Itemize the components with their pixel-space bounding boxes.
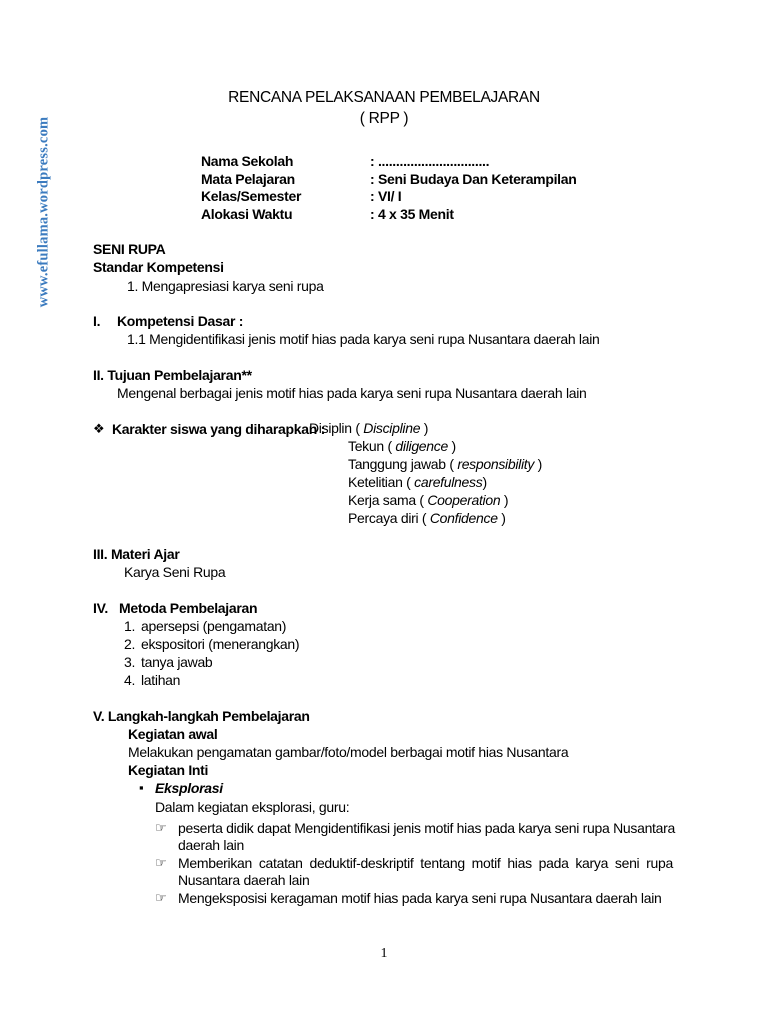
- standar-item: 1. Mengapresiasi karya seni rupa: [127, 278, 324, 294]
- identity-label: Kelas/Semester: [201, 188, 302, 204]
- metoda-item: tanya jawab: [141, 654, 213, 670]
- kompetensi-heading: Kompetensi Dasar :: [117, 313, 244, 329]
- eksplorasi-point-cont: daerah lain: [178, 837, 244, 853]
- identity-label: Alokasi Waktu: [201, 206, 293, 222]
- metoda-item-number: 3.: [124, 654, 136, 670]
- identity-value: : 4 x 35 Menit: [370, 206, 454, 222]
- doc-subtitle: ( RPP ): [359, 110, 409, 127]
- karakter-heading: Karakter siswa yang diharapkan :: [112, 421, 325, 437]
- eksplorasi-intro: Dalam kegiatan eksplorasi, guru:: [155, 799, 350, 815]
- metoda-item: ekspositori (menerangkan): [141, 636, 300, 652]
- karakter-item: Tekun ( diligence ): [348, 438, 456, 454]
- kompetensi-number: I.: [93, 313, 101, 329]
- pointing-hand-icon: ☞: [155, 820, 167, 835]
- materi-heading: III. Materi Ajar: [93, 546, 180, 562]
- identity-value: : Seni Budaya Dan Keterampilan: [370, 171, 577, 187]
- metoda-item-number: 1.: [124, 618, 136, 634]
- diamond-bullet-icon: ❖: [93, 421, 105, 436]
- karakter-item: Disiplin ( Discipline ): [309, 420, 429, 436]
- kegiatan-awal-text: Melakukan pengamatan gambar/foto/model berbagai motif hias Nusantara: [128, 744, 569, 760]
- kompetensi-item: 1.1 Mengidentifikasi jenis motif hias pada karya seni rupa Nusantara daerah lain: [127, 331, 600, 347]
- metoda-item: latihan: [141, 672, 181, 688]
- pointing-hand-icon: ☞: [155, 855, 167, 870]
- karakter-item: Ketelitian ( carefulness): [348, 474, 487, 490]
- pointing-hand-icon: ☞: [155, 890, 167, 905]
- metoda-heading: Metoda Pembelajaran: [119, 600, 258, 616]
- kegiatan-inti-heading: Kegiatan Inti: [128, 762, 209, 778]
- square-bullet-icon: ▪: [139, 780, 144, 795]
- identity-value: : ...............................: [370, 153, 490, 169]
- identity-label: Nama Sekolah: [201, 153, 294, 169]
- eksplorasi-point: Mengeksposisi keragaman motif hias pada karya seni rupa Nusantara daerah lain: [178, 890, 662, 906]
- tujuan-heading: II. Tujuan Pembelajaran**: [93, 367, 252, 383]
- page-number: 1: [380, 946, 388, 961]
- standar-heading: Standar Kompetensi: [93, 259, 224, 275]
- eksplorasi-point-cont: Nusantara daerah lain: [178, 872, 310, 888]
- karakter-item: Percaya diri ( Confidence ): [348, 510, 506, 526]
- karakter-item: Tanggung jawab ( responsibility ): [348, 456, 543, 472]
- eksplorasi-point: Memberikan catatan deduktif-deskriptif tentang motif hias pada karya seni rupa: [178, 855, 673, 871]
- section-seni-rupa: SENI RUPA: [93, 241, 166, 257]
- tujuan-item: Mengenal berbagai jenis motif hias pada karya seni rupa Nusantara daerah lain: [117, 385, 587, 401]
- karakter-item: Kerja sama ( Cooperation ): [348, 492, 509, 508]
- eksplorasi-point: peserta didik dapat Mengidentifikasi jenis motif hias pada karya seni rupa Nusantara: [178, 820, 675, 836]
- eksplorasi-heading: Eksplorasi: [155, 780, 223, 796]
- metoda-item: apersepsi (pengamatan): [141, 618, 287, 634]
- metoda-item-number: 2.: [124, 636, 136, 652]
- metoda-item-number: 4.: [124, 672, 136, 688]
- identity-value: : VI/ I: [370, 188, 402, 204]
- watermark: www.efullama.wordpress.com: [35, 116, 52, 308]
- langkah-heading: V. Langkah-langkah Pembelajaran: [93, 708, 310, 724]
- identity-label: Mata Pelajaran: [201, 171, 295, 187]
- kegiatan-awal-heading: Kegiatan awal: [128, 726, 218, 742]
- materi-item: Karya Seni Rupa: [124, 564, 226, 580]
- doc-title: RENCANA PELAKSANAAN PEMBELAJARAN: [228, 89, 540, 106]
- metoda-number: IV.: [93, 600, 108, 616]
